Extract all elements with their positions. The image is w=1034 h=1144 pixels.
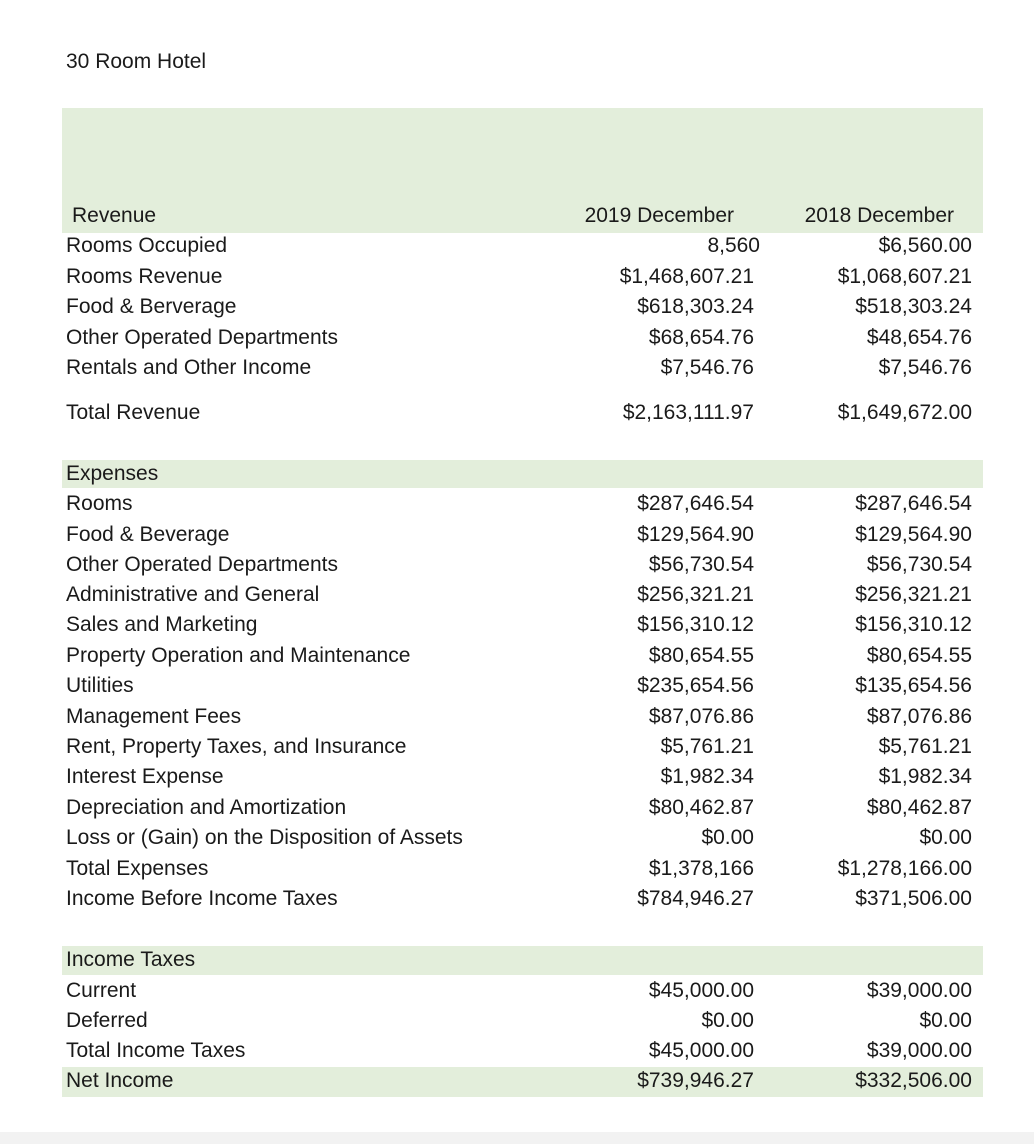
value-2018: $287,646.54	[855, 492, 972, 515]
value-2018: $39,000.00	[866, 1039, 972, 1062]
value-2019: $739,946.27	[637, 1069, 754, 1092]
value-2019: $129,564.90	[637, 523, 754, 546]
value-2018: $80,654.55	[866, 644, 972, 667]
row-label: Food & Beverage	[66, 523, 230, 546]
value-2018: $5,761.21	[878, 735, 972, 758]
value-2018: $1,649,672.00	[837, 401, 972, 424]
value-2019: $1,468,607.21	[619, 265, 754, 288]
column-header-row	[66, 201, 972, 231]
income-taxes-header-row	[66, 945, 972, 975]
tax-row	[66, 976, 972, 1006]
expense-row	[66, 580, 972, 610]
col-2019-header: 2019 December	[584, 204, 734, 227]
value-2018: $0.00	[919, 1009, 972, 1032]
value-2019: $0.00	[701, 1009, 754, 1032]
row-label: Utilities	[66, 674, 134, 697]
value-2018: $6,560.00	[878, 234, 972, 257]
value-2018: $0.00	[919, 826, 972, 849]
expense-row	[66, 762, 972, 792]
value-2019: $235,654.56	[637, 674, 754, 697]
value-2019: $0.00	[701, 826, 754, 849]
sheet-title: 30 Room Hotel	[66, 50, 207, 73]
value-2019: $68,654.76	[648, 326, 754, 349]
value-2019: $7,546.76	[660, 356, 754, 379]
row-label: Total Revenue	[66, 401, 201, 424]
value-2018: $518,303.24	[855, 295, 972, 318]
expense-row	[66, 489, 972, 519]
value-2018: $332,506.00	[855, 1069, 972, 1092]
value-2019: $287,646.54	[637, 492, 754, 515]
value-2019: $1,378,166	[648, 857, 754, 880]
row-label: Rentals and Other Income	[66, 356, 312, 379]
value-2019: 8,560	[707, 234, 760, 257]
page-bottom-strip	[0, 1132, 1034, 1144]
value-2019: $1,982.34	[660, 765, 754, 788]
revenue-row	[66, 353, 972, 383]
value-2018: $256,321.21	[855, 583, 972, 606]
row-label: Interest Expense	[66, 765, 224, 788]
expense-row	[66, 671, 972, 701]
value-2018: $135,654.56	[855, 674, 972, 697]
row-label: Income Before Income Taxes	[66, 887, 338, 910]
expense-row	[66, 884, 972, 914]
tax-row	[66, 1006, 972, 1036]
value-2019: $5,761.21	[660, 735, 754, 758]
revenue-row	[66, 292, 972, 322]
row-label: Total Expenses	[66, 857, 209, 880]
revenue-row	[66, 262, 972, 292]
value-2018: $80,462.87	[866, 796, 972, 819]
expense-row	[66, 854, 972, 884]
value-2019: $45,000.00	[648, 979, 754, 1002]
value-2019: $80,654.55	[648, 644, 754, 667]
expenses-header-row	[66, 459, 972, 489]
value-2018: $48,654.76	[866, 326, 972, 349]
revenue-section-label: Revenue	[72, 204, 157, 227]
expense-row	[66, 793, 972, 823]
value-2018: $1,068,607.21	[837, 265, 972, 288]
row-label: Sales and Marketing	[66, 613, 258, 636]
expense-row	[66, 732, 972, 762]
row-label: Rooms	[66, 492, 133, 515]
value-2018: $7,546.76	[878, 356, 972, 379]
row-label: Administrative and General	[66, 583, 320, 606]
expense-row	[66, 641, 972, 671]
expense-row	[66, 823, 972, 853]
net-income-row	[66, 1066, 972, 1096]
value-2019: $156,310.12	[637, 613, 754, 636]
revenue-row	[66, 323, 972, 353]
row-label: Property Operation and Maintenance	[66, 644, 411, 667]
value-2019: $56,730.54	[648, 553, 754, 576]
value-2018: $39,000.00	[866, 979, 972, 1002]
value-2019: $784,946.27	[637, 887, 754, 910]
row-label: Loss or (Gain) on the Disposition of Assets	[66, 826, 463, 849]
row-label: Management Fees	[66, 705, 242, 728]
value-2018: $1,278,166.00	[837, 857, 972, 880]
value-2019: $87,076.86	[648, 705, 754, 728]
row-label: Rooms Occupied	[66, 234, 228, 257]
revenue-row	[66, 231, 972, 261]
value-2019: $80,462.87	[648, 796, 754, 819]
tax-row	[66, 1036, 972, 1066]
total-revenue-row	[66, 398, 972, 428]
row-label: Rooms Revenue	[66, 265, 223, 288]
row-label: Net Income	[66, 1069, 174, 1092]
value-2019: $45,000.00	[648, 1039, 754, 1062]
value-2018: $371,506.00	[855, 887, 972, 910]
value-2019: $618,303.24	[637, 295, 754, 318]
row-label: Other Operated Departments	[66, 326, 338, 349]
expenses-section-label: Expenses	[66, 462, 159, 485]
expense-row	[66, 520, 972, 550]
row-label: Depreciation and Amortization	[66, 796, 347, 819]
value-2018: $156,310.12	[855, 613, 972, 636]
income-taxes-section-label: Income Taxes	[66, 948, 196, 971]
value-2018: $87,076.86	[866, 705, 972, 728]
col-2018-header: 2018 December	[804, 204, 954, 227]
value-2019: $256,321.21	[637, 583, 754, 606]
row-label: Other Operated Departments	[66, 553, 338, 576]
value-2018: $56,730.54	[866, 553, 972, 576]
row-label: Total Income Taxes	[66, 1039, 246, 1062]
row-label: Current	[66, 979, 137, 1002]
row-label: Rent, Property Taxes, and Insurance	[66, 735, 407, 758]
value-2019: $2,163,111.97	[622, 401, 754, 424]
row-label: Deferred	[66, 1009, 148, 1032]
value-2018: $1,982.34	[878, 765, 972, 788]
expense-row	[66, 702, 972, 732]
row-label: Food & Berverage	[66, 295, 237, 318]
value-2018: $129,564.90	[855, 523, 972, 546]
expense-row	[66, 550, 972, 580]
expense-row	[66, 610, 972, 640]
